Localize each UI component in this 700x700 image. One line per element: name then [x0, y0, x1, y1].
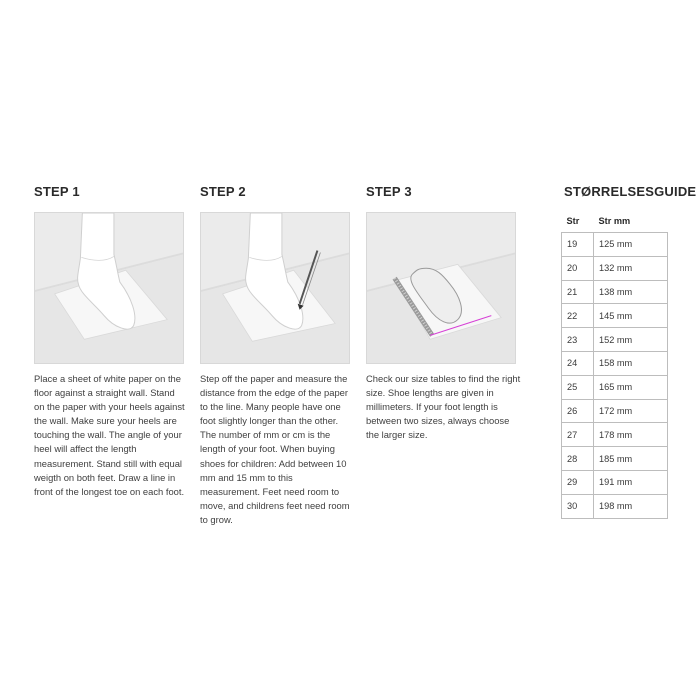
table-row: [562, 399, 668, 423]
length-value: 125 mm: [594, 233, 668, 257]
size-value: 24: [562, 351, 594, 375]
step-3-illustration: [366, 212, 516, 364]
size-value: 19: [562, 233, 594, 257]
table-row: [562, 328, 668, 352]
length-value: 145 mm: [594, 304, 668, 328]
size-value: 29: [562, 470, 594, 494]
size-column-header: Str: [566, 215, 580, 226]
length-column-header: Str mm: [598, 215, 631, 226]
length-value: 165 mm: [594, 375, 668, 399]
size-table-header: [562, 209, 668, 233]
size-value: 22: [562, 304, 594, 328]
table-row: [562, 423, 668, 447]
table-row: [562, 447, 668, 471]
size-guide-title: STØRRELSESGUIDE: [564, 184, 697, 199]
size-value: 28: [562, 447, 594, 471]
size-value: 23: [562, 328, 594, 352]
size-value: 20: [562, 256, 594, 280]
step-2-title: STEP 2: [200, 184, 246, 199]
step-3-text: Check our size tables to find the right size. Shoe lengths are given in millimeters. If your foot length is between two sizes, always choose the larger size.: [366, 373, 521, 441]
step-1-text: Place a sheet of white paper on the floor against a straight wall. Stand on the paper with your heels against the wall. Make sure your heels are touching the wall. The angle of your heel will affect the length measurement. Stand still with equal weigth on both feet. Draw a line in front of the longest toe on each foot.: [34, 373, 185, 497]
step-2-illustration: [200, 212, 350, 364]
length-value: 138 mm: [594, 280, 668, 304]
step-1-illustration: [34, 212, 184, 364]
step-3-title: STEP 3: [366, 184, 412, 199]
step-2-text: Step off the paper and measure the distance from the edge of the paper to the line. Many people have one foot slightly longer than the other. The number of mm or cm is the length of your foot. When buying shoes for children: Add between 10 mm and 15 mm to this measurement. Feet need room to move, and childrens feet need room to grow.: [200, 373, 350, 525]
length-value: 132 mm: [594, 256, 668, 280]
size-value: 27: [562, 423, 594, 447]
table-row: [562, 233, 668, 257]
size-table: [561, 209, 668, 519]
length-value: 198 mm: [594, 494, 668, 518]
table-row: [562, 280, 668, 304]
length-value: 172 mm: [594, 399, 668, 423]
size-value: 30: [562, 494, 594, 518]
length-value: 152 mm: [594, 328, 668, 352]
length-value: 178 mm: [594, 423, 668, 447]
paper-with-ruler-illustration: [367, 213, 515, 363]
table-row: [562, 304, 668, 328]
length-value: 185 mm: [594, 447, 668, 471]
table-row: [562, 351, 668, 375]
table-row: [562, 470, 668, 494]
size-value: 26: [562, 399, 594, 423]
length-value: 191 mm: [594, 470, 668, 494]
table-row: [562, 494, 668, 518]
size-table-body: [562, 233, 668, 519]
step-1-title: STEP 1: [34, 184, 80, 199]
foot-on-paper-illustration: [35, 213, 183, 363]
length-value: 158 mm: [594, 351, 668, 375]
table-row: [562, 256, 668, 280]
size-value: 21: [562, 280, 594, 304]
size-value: 25: [562, 375, 594, 399]
table-row: [562, 375, 668, 399]
measuring-foot-illustration: [201, 213, 349, 363]
